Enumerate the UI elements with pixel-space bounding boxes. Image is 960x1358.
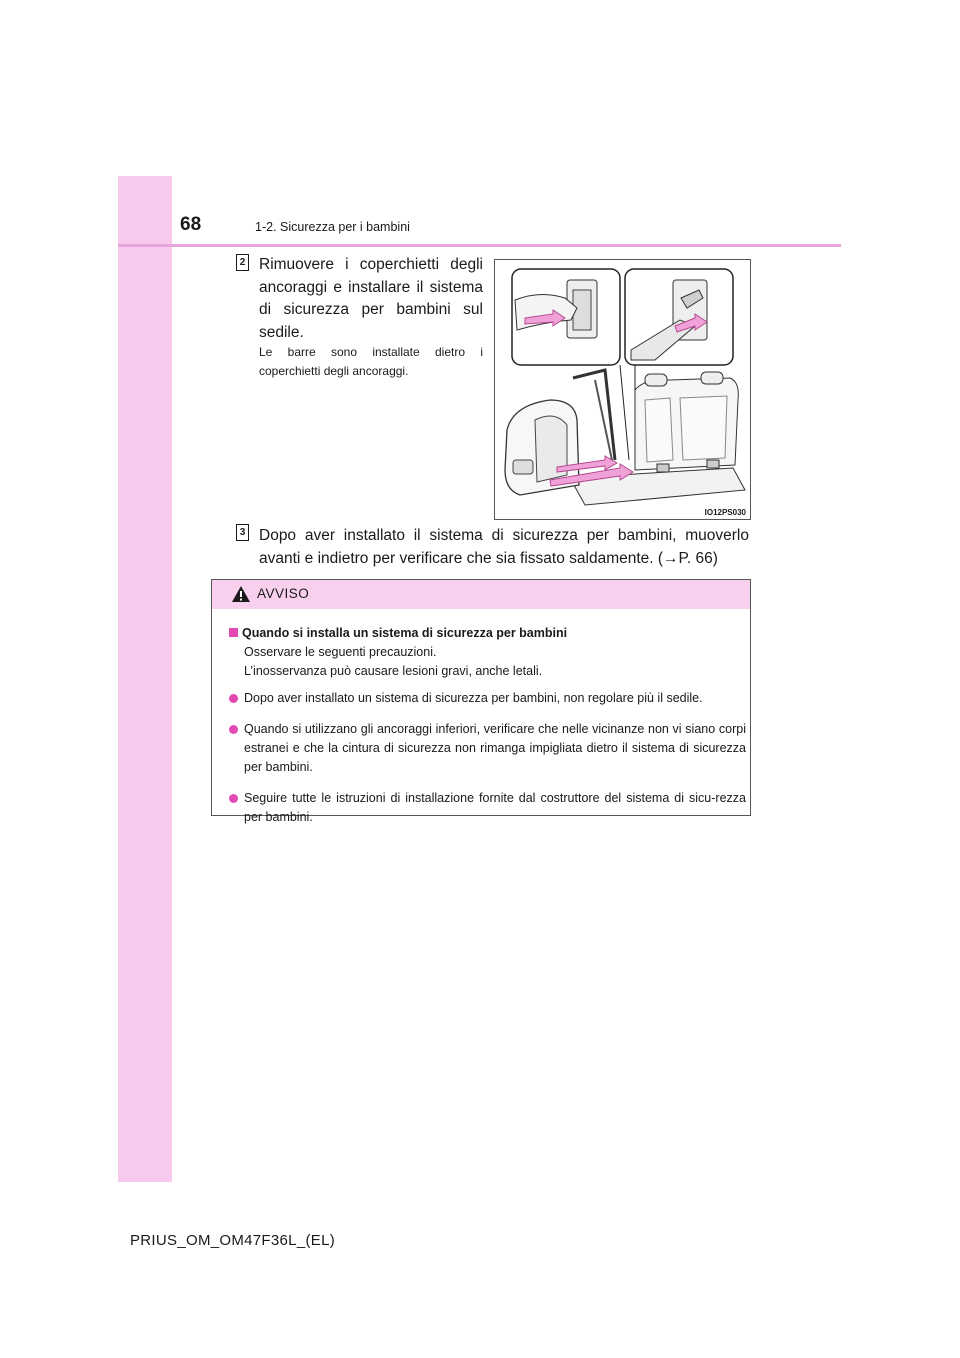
bullet-dot-icon [229,694,238,703]
square-bullet-icon [229,628,238,637]
step-2-text: Rimuovere i coperchietti degli ancoraggi e installare il sistema di sicurezza per bambini sul sedile. [259,256,483,341]
warning-title: AVVISO [257,586,310,601]
warning-triangle-icon [231,585,251,603]
warning-intro-line-1: Osservare le seguenti precauzioni. [244,645,437,659]
warning-bullet-text: Quando si utilizzano gli ancoraggi inferiori, verificare che nelle vicinanze non vi siano corpi estranei e che la cintura di sicurezza non rimanga impigliata dietro il sistema di sicurezza per bambini. [244,722,746,774]
warning-bullet-1 [229,689,746,708]
bullet-dot-icon [229,794,238,803]
illustration-drawing [495,260,750,519]
warning-bullet-3 [229,789,746,827]
figure-code: IO12PS030 [704,508,746,517]
warning-heading [229,624,567,643]
header-rule [118,244,841,247]
warning-bullet-2 [229,720,746,777]
footer-doc-code: PRIUS_OM_OM47F36L_(EL) [130,1232,336,1249]
warning-bullet-text: Dopo aver installato un sistema di sicurezza per bambini, non regolare più il sedile. [244,691,703,705]
bullet-dot-icon [229,725,238,734]
step-2-badge: 2 [236,254,249,271]
warning-box [211,579,751,824]
warning-header [212,580,750,609]
step-3-badge: 3 [236,524,249,541]
warning-intro-line-2: L’inosservanza può causare lesioni gravi, anche letali. [244,664,543,678]
page-sidebar-tab [118,176,172,1182]
section-title: 1-2. Sicurezza per i bambini [255,220,410,234]
warning-intro [244,643,744,681]
page-number: 68 [180,214,202,235]
warning-bullet-text: Seguire tutte le istruzioni di installazione fornite dal costruttore del sistema di sicu-rezza per bambini. [244,791,746,824]
warning-heading-text: Quando si installa un sistema di sicurezza per bambini [242,626,568,640]
step-2-note: Le barre sono installate dietro i coperchietti degli ancoraggi. [259,345,483,378]
step-3-text: Dopo aver installato il sistema di sicurezza per bambini, muoverlo avanti e indietro per verificare che sia fissato saldamente. (→P. 66) [259,527,749,567]
child-seat-anchor-illustration [494,259,751,520]
